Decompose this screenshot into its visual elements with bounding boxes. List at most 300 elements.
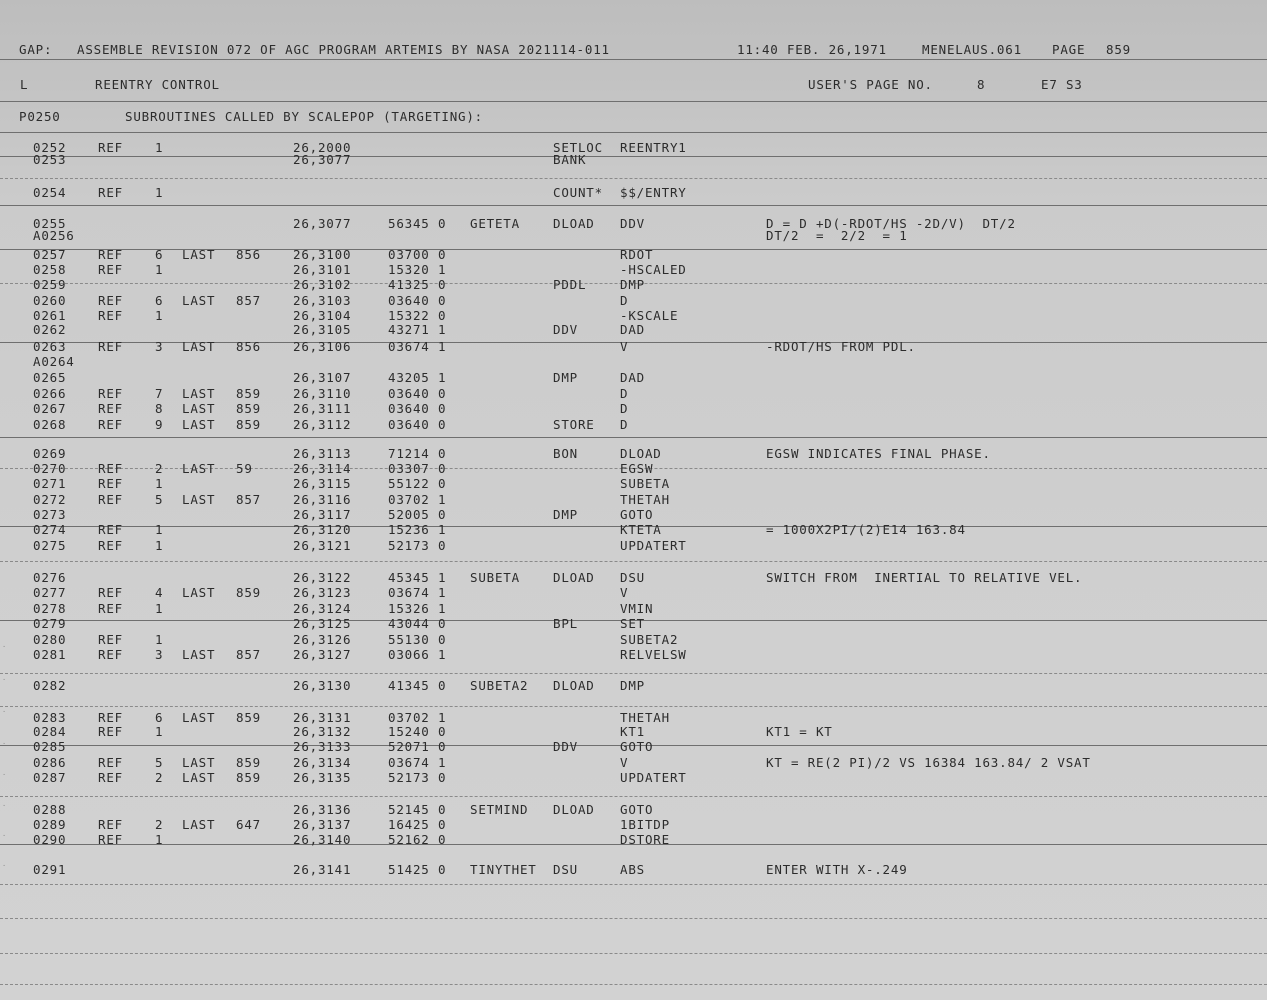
listing-row — [0, 710, 1267, 725]
seq-number: 0254 — [33, 185, 67, 200]
last-flag: LAST — [182, 755, 216, 770]
comment: KT = RE(2 PI)/2 VS 16384 163.84/ 2 VSAT — [766, 755, 1091, 770]
rule-line — [0, 178, 1267, 179]
seq-number: 0271 — [33, 476, 67, 491]
rule-line — [0, 796, 1267, 797]
address: 26,3120 — [293, 522, 352, 537]
listing-row — [0, 739, 1267, 754]
opcode-2: GOTO — [620, 802, 654, 817]
ref-flag: REF — [98, 476, 123, 491]
opcode-2: UPDATERT — [620, 538, 687, 553]
seq-number: 0272 — [33, 492, 67, 507]
rule-line — [0, 984, 1267, 985]
comment: EGSW INDICATES FINAL PHASE. — [766, 446, 991, 461]
ref-count: 4 — [155, 585, 164, 600]
seq-number: 0288 — [33, 802, 67, 817]
opcode-2: ABS — [620, 862, 645, 877]
octal-word: 15236 1 — [388, 522, 447, 537]
seq-number: 0276 — [33, 570, 67, 585]
address: 26,3115 — [293, 476, 352, 491]
seq-number: 0253 — [33, 152, 67, 167]
listing-row — [0, 770, 1267, 785]
seq-number: 0274 — [33, 522, 67, 537]
last-page: 859 — [236, 710, 261, 725]
listing-row — [0, 339, 1267, 354]
margin-mark: · — [2, 676, 7, 684]
ref-flag: REF — [98, 770, 123, 785]
ref-count: 2 — [155, 770, 164, 785]
address: 26,3132 — [293, 724, 352, 739]
opcode-2: V — [620, 339, 629, 354]
rule-line — [0, 132, 1267, 133]
octal-word: 51425 0 — [388, 862, 447, 877]
header-line-1 — [0, 42, 1267, 57]
opcode-2: DAD — [620, 322, 645, 337]
address: 26,3110 — [293, 386, 352, 401]
seq-number: 0255 — [33, 216, 67, 231]
address: 26,3140 — [293, 832, 352, 847]
seq-number: 0286 — [33, 755, 67, 770]
ref-flag: REF — [98, 293, 123, 308]
ref-count: 1 — [155, 522, 164, 537]
rule-line — [0, 884, 1267, 885]
listing-row — [0, 308, 1267, 323]
opcode-2: $$/ENTRY — [620, 185, 687, 200]
ref-flag: REF — [98, 647, 123, 662]
address: 26,3131 — [293, 710, 352, 725]
ref-count: 1 — [155, 724, 164, 739]
opcode-1: STORE — [553, 417, 595, 432]
comment: SWITCH FROM INERTIAL TO RELATIVE VEL. — [766, 570, 1083, 585]
listing-row — [0, 461, 1267, 476]
ref-flag: REF — [98, 601, 123, 616]
listing-row — [0, 228, 1267, 243]
address: 26,3112 — [293, 417, 352, 432]
opcode-2: D — [620, 386, 629, 401]
seq-number: 0265 — [33, 370, 67, 385]
opcode-2: SUBETA2 — [620, 632, 679, 647]
address: 26,3126 — [293, 632, 352, 647]
opcode-2: DSU — [620, 570, 645, 585]
ref-flag: REF — [98, 832, 123, 847]
rule-line — [0, 918, 1267, 919]
ref-flag: REF — [98, 632, 123, 647]
address: 26,3125 — [293, 616, 352, 631]
opcode-2: D — [620, 401, 629, 416]
octal-word: 15320 1 — [388, 262, 447, 277]
listing-row — [0, 446, 1267, 461]
opcode-1: DLOAD — [553, 216, 595, 231]
opcode-2: D — [620, 293, 629, 308]
opcode-1: DLOAD — [553, 678, 595, 693]
listing-row — [0, 492, 1267, 507]
last-page: 59 — [236, 461, 253, 476]
ref-count: 1 — [155, 308, 164, 323]
comment: = 1000X2PI/(2)E14 163.84 — [766, 522, 966, 537]
section-number: P0250 — [19, 109, 61, 124]
octal-word: 71214 0 — [388, 446, 447, 461]
seq-number: 0260 — [33, 293, 67, 308]
listing-row — [0, 632, 1267, 647]
ref-flag: REF — [98, 401, 123, 416]
listing-row — [0, 755, 1267, 770]
opcode-2: DLOAD — [620, 446, 662, 461]
seq-number: A0264 — [33, 354, 75, 369]
ref-count: 6 — [155, 293, 164, 308]
header-page-number: 859 — [1106, 42, 1131, 57]
opcode-1: PDDL — [553, 277, 587, 292]
listing-row — [0, 354, 1267, 369]
seq-number: 0266 — [33, 386, 67, 401]
header-line-2 — [0, 77, 1267, 92]
address: 26,3103 — [293, 293, 352, 308]
ref-flag: REF — [98, 817, 123, 832]
seq-number: 0277 — [33, 585, 67, 600]
seq-number: 0252 — [33, 140, 67, 155]
octal-word: 55130 0 — [388, 632, 447, 647]
margin-mark: · — [2, 771, 7, 779]
ref-count: 6 — [155, 247, 164, 262]
seq-number: 0275 — [33, 538, 67, 553]
ref-count: 1 — [155, 601, 164, 616]
octal-word: 03674 1 — [388, 585, 447, 600]
header-mark: L — [20, 77, 29, 92]
opcode-2: REENTRY1 — [620, 140, 687, 155]
address: 26,3122 — [293, 570, 352, 585]
seq-number: 0270 — [33, 461, 67, 476]
listing-row — [0, 152, 1267, 167]
listing-row — [0, 386, 1267, 401]
address: 26,3107 — [293, 370, 352, 385]
comment: KT1 = KT — [766, 724, 833, 739]
rule-line — [0, 59, 1267, 60]
listing-row — [0, 370, 1267, 385]
ref-count: 1 — [155, 262, 164, 277]
label: GETETA — [470, 216, 520, 231]
header-code: E7 S3 — [1041, 77, 1083, 92]
opcode-2: EGSW — [620, 461, 654, 476]
label: SUBETA2 — [470, 678, 529, 693]
octal-word: 03674 1 — [388, 339, 447, 354]
address: 26,3124 — [293, 601, 352, 616]
octal-word: 43205 1 — [388, 370, 447, 385]
seq-number: 0281 — [33, 647, 67, 662]
address: 26,3116 — [293, 492, 352, 507]
header-page-label: PAGE — [1052, 42, 1086, 57]
octal-word: 55122 0 — [388, 476, 447, 491]
address: 26,3121 — [293, 538, 352, 553]
ref-flag: REF — [98, 461, 123, 476]
listing-row — [0, 585, 1267, 600]
listing-row — [0, 522, 1267, 537]
margin-mark: · — [2, 643, 7, 651]
address: 26,3133 — [293, 739, 352, 754]
opcode-2: V — [620, 585, 629, 600]
opcode-2: -KSCALE — [620, 308, 679, 323]
seq-number: 0258 — [33, 262, 67, 277]
opcode-1: SETLOC — [553, 140, 603, 155]
opcode-1: DLOAD — [553, 802, 595, 817]
opcode-2: UPDATERT — [620, 770, 687, 785]
listing-row — [0, 476, 1267, 491]
octal-word: 43271 1 — [388, 322, 447, 337]
listing-row — [0, 724, 1267, 739]
ref-flag: REF — [98, 755, 123, 770]
octal-word: 03640 0 — [388, 401, 447, 416]
listing-row — [0, 601, 1267, 616]
ref-flag: REF — [98, 308, 123, 323]
last-page: 647 — [236, 817, 261, 832]
listing-row — [0, 277, 1267, 292]
octal-word: 52145 0 — [388, 802, 447, 817]
ref-count: 8 — [155, 401, 164, 416]
address: 26,3104 — [293, 308, 352, 323]
address: 26,3106 — [293, 339, 352, 354]
seq-number: 0261 — [33, 308, 67, 323]
opcode-2: KTETA — [620, 522, 662, 537]
last-page: 856 — [236, 247, 261, 262]
header-line-3 — [0, 109, 1267, 124]
last-flag: LAST — [182, 247, 216, 262]
octal-word: 52162 0 — [388, 832, 447, 847]
opcode-2: DDV — [620, 216, 645, 231]
last-page: 857 — [236, 492, 261, 507]
users-page-number: 8 — [977, 77, 986, 92]
listing-row — [0, 802, 1267, 817]
rule-line — [0, 437, 1267, 438]
ref-count: 6 — [155, 710, 164, 725]
last-page: 859 — [236, 755, 261, 770]
last-page: 859 — [236, 417, 261, 432]
ref-count: 5 — [155, 492, 164, 507]
octal-word: 03640 0 — [388, 293, 447, 308]
opcode-2: V — [620, 755, 629, 770]
octal-word: 45345 1 — [388, 570, 447, 585]
seq-number: 0267 — [33, 401, 67, 416]
margin-mark: · — [2, 740, 7, 748]
listing-row — [0, 507, 1267, 522]
octal-word: 03702 1 — [388, 492, 447, 507]
ref-flag: REF — [98, 492, 123, 507]
address: 26,3127 — [293, 647, 352, 662]
header-assemble-text: ASSEMBLE REVISION 072 OF AGC PROGRAM ARTEMIS BY NASA 2021114-011 — [77, 42, 610, 57]
rule-line — [0, 953, 1267, 954]
opcode-1: DDV — [553, 322, 578, 337]
address: 26,3101 — [293, 262, 352, 277]
octal-word: 56345 0 — [388, 216, 447, 231]
seq-number: 0273 — [33, 507, 67, 522]
octal-word: 03640 0 — [388, 417, 447, 432]
octal-word: 16425 0 — [388, 817, 447, 832]
opcode-1: DMP — [553, 370, 578, 385]
margin-mark: · — [2, 802, 7, 810]
label: SUBETA — [470, 570, 520, 585]
octal-word: 03307 0 — [388, 461, 447, 476]
seq-number: 0280 — [33, 632, 67, 647]
octal-word: 03066 1 — [388, 647, 447, 662]
address: 26,3100 — [293, 247, 352, 262]
address: 26,3130 — [293, 678, 352, 693]
last-page: 859 — [236, 401, 261, 416]
octal-word: 43044 0 — [388, 616, 447, 631]
seq-number: 0257 — [33, 247, 67, 262]
last-page: 857 — [236, 293, 261, 308]
rule-line — [0, 561, 1267, 562]
address: 26,3136 — [293, 802, 352, 817]
octal-word: 15322 0 — [388, 308, 447, 323]
opcode-2: DAD — [620, 370, 645, 385]
octal-word: 03674 1 — [388, 755, 447, 770]
opcode-2: SET — [620, 616, 645, 631]
ref-flag: REF — [98, 538, 123, 553]
rule-line — [0, 101, 1267, 102]
last-flag: LAST — [182, 417, 216, 432]
opcode-2: RELVELSW — [620, 647, 687, 662]
rule-line — [0, 706, 1267, 707]
margin-mark: · — [2, 708, 7, 716]
margin-mark: · — [2, 832, 7, 840]
listing-row — [0, 817, 1267, 832]
listing-row — [0, 247, 1267, 262]
last-flag: LAST — [182, 770, 216, 785]
address: 26,3137 — [293, 817, 352, 832]
opcode-2: -HSCALED — [620, 262, 687, 277]
last-page: 856 — [236, 339, 261, 354]
opcode-1: DDV — [553, 739, 578, 754]
opcode-2: DSTORE — [620, 832, 670, 847]
listing-row — [0, 616, 1267, 631]
seq-number: 0287 — [33, 770, 67, 785]
listing-row — [0, 262, 1267, 277]
last-flag: LAST — [182, 293, 216, 308]
ref-flag: REF — [98, 724, 123, 739]
opcode-1: DSU — [553, 862, 578, 877]
octal-word: 15326 1 — [388, 601, 447, 616]
ref-flag: REF — [98, 185, 123, 200]
address: 26,3135 — [293, 770, 352, 785]
seq-number: 0282 — [33, 678, 67, 693]
octal-word: 41345 0 — [388, 678, 447, 693]
opcode-1: BPL — [553, 616, 578, 631]
comment: -RDOT/HS FROM PDL. — [766, 339, 916, 354]
seq-number: 0291 — [33, 862, 67, 877]
seq-number: 0283 — [33, 710, 67, 725]
ref-count: 3 — [155, 339, 164, 354]
listing-row — [0, 678, 1267, 693]
ref-count: 1 — [155, 140, 164, 155]
ref-count: 1 — [155, 632, 164, 647]
opcode-2: DMP — [620, 277, 645, 292]
opcode-1: DMP — [553, 507, 578, 522]
seq-number: 0285 — [33, 739, 67, 754]
seq-number: 0279 — [33, 616, 67, 631]
opcode-2: GOTO — [620, 507, 654, 522]
opcode-1: BANK — [553, 152, 587, 167]
ref-count: 1 — [155, 476, 164, 491]
last-page: 857 — [236, 647, 261, 662]
ref-flag: REF — [98, 522, 123, 537]
label: TINYTHET — [470, 862, 537, 877]
ref-count: 1 — [155, 185, 164, 200]
ref-flag: REF — [98, 417, 123, 432]
last-flag: LAST — [182, 461, 216, 476]
opcode-2: GOTO — [620, 739, 654, 754]
header-prefix: GAP: — [19, 42, 53, 57]
address: 26,3123 — [293, 585, 352, 600]
opcode-2: THETAH — [620, 492, 670, 507]
opcode-1: DLOAD — [553, 570, 595, 585]
seq-number: 0278 — [33, 601, 67, 616]
seq-number: 0259 — [33, 277, 67, 292]
last-page: 859 — [236, 386, 261, 401]
ref-count: 1 — [155, 538, 164, 553]
address: 26,3077 — [293, 152, 352, 167]
comment: ENTER WITH X-.249 — [766, 862, 908, 877]
opcode-2: RDOT — [620, 247, 654, 262]
octal-word: 52173 0 — [388, 770, 447, 785]
address: 26,3114 — [293, 461, 352, 476]
address: 26,3134 — [293, 755, 352, 770]
address: 26,3111 — [293, 401, 352, 416]
opcode-1: COUNT* — [553, 185, 603, 200]
ref-flag: REF — [98, 339, 123, 354]
opcode-1: BON — [553, 446, 578, 461]
address: 26,3117 — [293, 507, 352, 522]
opcode-2: VMIN — [620, 601, 654, 616]
ref-flag: REF — [98, 386, 123, 401]
ref-flag: REF — [98, 710, 123, 725]
rule-line — [0, 673, 1267, 674]
last-flag: LAST — [182, 585, 216, 600]
ref-count: 5 — [155, 755, 164, 770]
ref-flag: REF — [98, 140, 123, 155]
seq-number: 0289 — [33, 817, 67, 832]
opcode-2: KT1 — [620, 724, 645, 739]
margin-mark: · — [2, 862, 7, 870]
opcode-2: 1BITDP — [620, 817, 670, 832]
octal-word: 03702 1 — [388, 710, 447, 725]
last-flag: LAST — [182, 401, 216, 416]
last-flag: LAST — [182, 386, 216, 401]
opcode-2: THETAH — [620, 710, 670, 725]
address: 26,3113 — [293, 446, 352, 461]
ref-flag: REF — [98, 585, 123, 600]
rule-line — [0, 205, 1267, 206]
listing-row — [0, 185, 1267, 200]
last-flag: LAST — [182, 492, 216, 507]
listing-row — [0, 322, 1267, 337]
listing-row — [0, 570, 1267, 585]
comment: DT/2 = 2/2 = 1 — [766, 228, 908, 243]
opcode-2: SUBETA — [620, 476, 670, 491]
seq-number: 0284 — [33, 724, 67, 739]
address: 26,3077 — [293, 216, 352, 231]
seq-number: 0268 — [33, 417, 67, 432]
last-flag: LAST — [182, 647, 216, 662]
listing-row — [0, 538, 1267, 553]
seq-number: 0290 — [33, 832, 67, 847]
header-name: MENELAUS.061 — [922, 42, 1022, 57]
listing-row — [0, 647, 1267, 662]
page-title: REENTRY CONTROL — [95, 77, 220, 92]
last-page: 859 — [236, 770, 261, 785]
address: 26,3105 — [293, 322, 352, 337]
address: 26,3102 — [293, 277, 352, 292]
listing-row — [0, 832, 1267, 847]
seq-number: 0263 — [33, 339, 67, 354]
ref-count: 1 — [155, 832, 164, 847]
section-title: SUBROUTINES CALLED BY SCALEPOP (TARGETING): — [125, 109, 484, 124]
